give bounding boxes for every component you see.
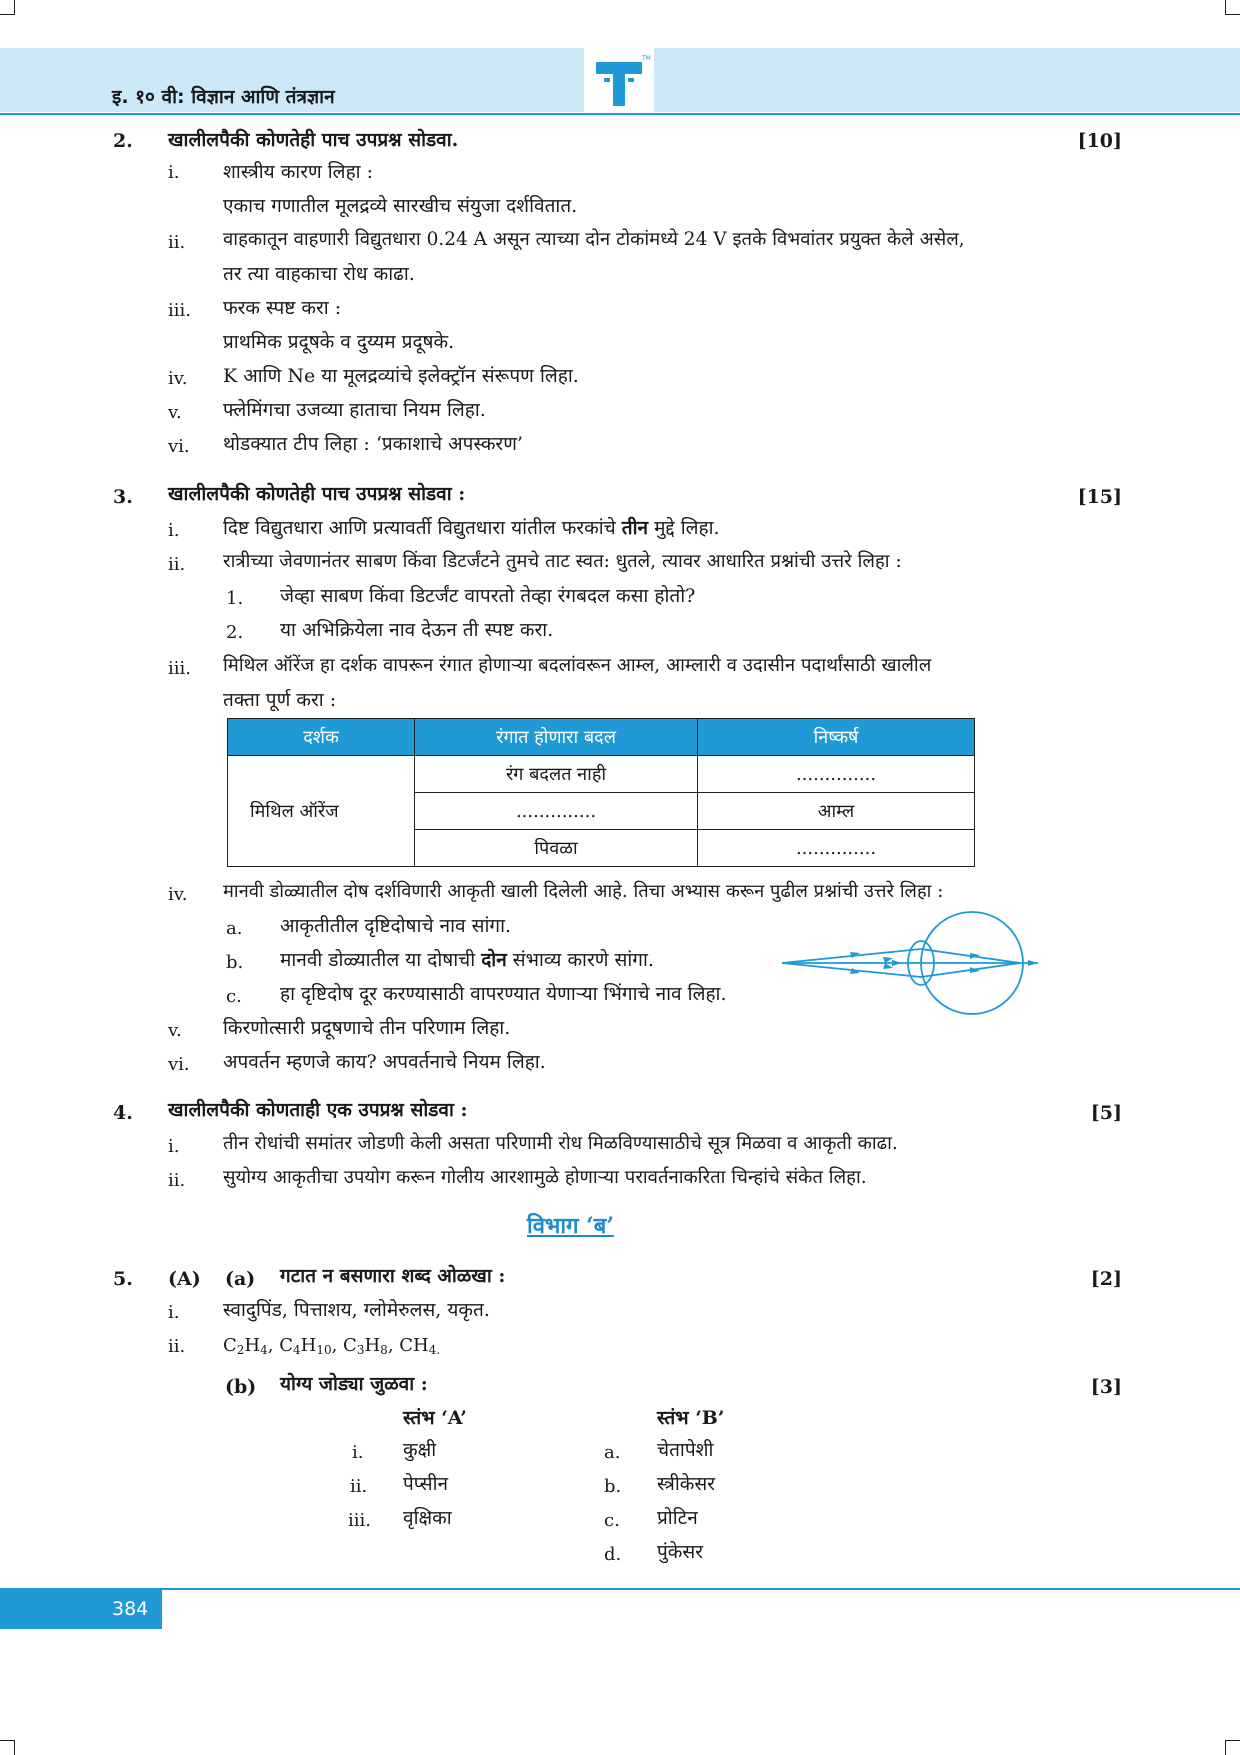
section-heading: विभाग ‘ब’ (527, 1213, 615, 1239)
item-text: फरक स्पष्ट करा : (223, 297, 342, 319)
header-rule (0, 113, 1240, 115)
item-number: vi. (168, 436, 190, 457)
column-a-heading: स्तंभ ‘A’ (403, 1407, 467, 1429)
match-item-b: प्रोटिन (657, 1507, 698, 1529)
table-cell: आम्ल (698, 793, 975, 830)
crop-mark (1225, 1740, 1240, 1755)
match-item-a: कुक्षी (403, 1439, 437, 1461)
emphasis: तीन (621, 517, 649, 539)
item-text: थोडक्यात टीप लिहा : ‘प्रकाशाचे अपस्करण’ (223, 433, 523, 455)
sub-part-label: (a) (225, 1268, 256, 1290)
question-title: खालीलपैकी कोणतेही पाच उपप्रश्न सोडवा : (168, 483, 466, 505)
column-b-heading: स्तंभ ‘B’ (657, 1407, 725, 1429)
item-text: तीन रोधांची समांतर जोडणी केली असता परिणामी रोध मिळविण्यासाठीचे सूत्र मिळवा व आकृती काढा. (223, 1133, 898, 1154)
question-number: 5. (113, 1268, 133, 1290)
item-text: प्राथमिक प्रदूषके व दुय्यम प्रदूषके. (223, 331, 455, 353)
item-text: सुयोग्य आकृतीचा उपयोग करून गोलीय आरशामुळे होणाऱ्या परावर्तनाकरिता चिन्हांचे संकेत लिहा. (223, 1167, 867, 1188)
match-number: iii. (348, 1510, 371, 1531)
text-part: मुद्दे लिहा. (648, 517, 720, 539)
indicator-table (227, 718, 975, 867)
crop-mark (0, 0, 15, 15)
match-letter: a. (604, 1442, 621, 1463)
table-cell: .............. (415, 793, 698, 830)
svg-text:TM: TM (642, 55, 651, 62)
item-text: वाहकातून वाहणारी विद्युतधारा 0.24 A असून त्याच्या दोन टोकांमध्ये 24 V इतके विभवांतर प्रयुक्त केले असेल, (223, 229, 965, 250)
item-text: रात्रीच्या जेवणानंतर साबण किंवा डिटर्जंटने तुमचे ताट स्वत: धुतले, त्यावर आधारित प्रश्नांची उत्तरे लिहा : (223, 551, 902, 572)
item-number: iv. (168, 368, 188, 389)
sub-item-text: हा दृष्टिदोष दूर करण्यासाठी वापरण्यात येणाऱ्या भिंगाचे नाव लिहा. (280, 983, 727, 1005)
item-number: v. (168, 402, 182, 423)
item-text: शास्त्रीय कारण लिहा : (223, 161, 374, 183)
eye-defect-diagram (780, 905, 1040, 1021)
item-number: v. (168, 1020, 182, 1041)
chemical-formulas: $C_2H_4$, $C_4H_{10}$, $C_3H_8$, $CH_{4.}$ (223, 1335, 441, 1357)
question-marks: [2] (1090, 1268, 1122, 1290)
sub-item-text: या अभिक्रियेला नाव देऊन ती स्पष्ट करा. (280, 619, 554, 641)
match-number: i. (352, 1442, 364, 1463)
sub-item-text: आकृतीतील दृष्टिदोषाचे नाव सांगा. (280, 915, 512, 937)
item-text: मानवी डोळ्यातील दोष दर्शविणारी आकृती खाली दिलेली आहे. तिचा अभ्यास करून पुढील प्रश्नांची उत्तरे लिहा : (223, 881, 944, 902)
match-item-a: पेप्सीन (403, 1473, 449, 1495)
match-item-b: पुंकेसर (657, 1541, 703, 1563)
question-number: 3. (113, 486, 133, 508)
question-marks: [10] (1077, 130, 1122, 152)
match-item-a: वृक्षिका (403, 1507, 452, 1529)
match-item-b: स्त्रीकेसर (657, 1473, 716, 1495)
item-number: iv. (168, 884, 188, 905)
sub-item-number: 2. (226, 622, 244, 643)
table-cell: पिवळा (415, 830, 698, 867)
table-row (228, 756, 975, 793)
crop-mark (1225, 0, 1240, 15)
sub-part-label: (b) (225, 1376, 257, 1398)
item-number: i. (168, 1302, 180, 1323)
text-part: दिष्ट विद्युतधारा आणि प्रत्यावर्ती विद्युतधारा यांतील फरकांचे (223, 517, 622, 539)
sub-item-text: जेव्हा साबण किंवा डिटर्जंट वापरतो तेव्हा रंगबदल कसा होतो? (280, 585, 696, 607)
item-text: एकाच गणातील मूलद्रव्ये सारखीच संयुजा दर्शवितात. (223, 195, 578, 217)
text-part: संभाव्य कारणे सांगा. (506, 949, 654, 971)
item-text: मिथिल ऑरेंज हा दर्शक वापरून रंगात होणाऱ्या बदलांवरून आम्ल, आम्लारी व उदासीन पदार्थांसाठी खालील (223, 655, 932, 676)
table-header: निष्कर्ष (698, 719, 975, 756)
item-number: iii. (168, 300, 191, 321)
logo-icon (584, 48, 654, 112)
text-part: मानवी डोळ्यातील या दोषाची (280, 949, 482, 971)
item-text (223, 516, 720, 540)
match-letter: c. (604, 1510, 620, 1531)
footer-rule (0, 1588, 1240, 1590)
question-number: 4. (113, 1102, 133, 1124)
item-text: तर त्या वाहकाचा रोध काढा. (223, 263, 415, 285)
item-number: iii. (168, 658, 191, 679)
header-title: इ. १० वी: विज्ञान आणि तंत्रज्ञान (112, 86, 335, 108)
item-text: किरणोत्सारी प्रदूषणाचे तीन परिणाम लिहा. (223, 1017, 511, 1039)
sub-item-number: a. (226, 918, 243, 939)
question-title: खालीलपैकी कोणतेही पाच उपप्रश्न सोडवा. (168, 129, 459, 151)
table-cell: रंग बदलत नाही (415, 756, 698, 793)
table-header: दर्शक (228, 719, 415, 756)
question-marks: [5] (1090, 1102, 1122, 1124)
item-text: K आणि Ne या मूलद्रव्यांचे इलेक्ट्रॉन संरूपण लिहा. (223, 365, 579, 387)
table-cell: .............. (698, 830, 975, 867)
match-number: ii. (350, 1476, 368, 1497)
page-number-box (0, 1589, 162, 1629)
table-header: रंगात होणारा बदल (415, 719, 698, 756)
item-number: ii. (168, 1336, 186, 1357)
item-number: ii. (168, 1170, 186, 1191)
sub-item-text (280, 948, 654, 972)
question-title: खालीलपैकी कोणताही एक उपप्रश्न सोडवा : (168, 1099, 468, 1121)
match-letter: b. (604, 1476, 622, 1497)
item-number: ii. (168, 232, 186, 253)
question-marks: [15] (1077, 486, 1122, 508)
table-cell: मिथिल ऑरेंज (228, 756, 415, 867)
item-text: तक्ता पूर्ण करा : (223, 689, 337, 711)
match-item-b: चेतापेशी (657, 1439, 714, 1461)
publisher-logo (584, 48, 654, 112)
table-cell: .............. (698, 756, 975, 793)
question-title: योग्य जोड्या जुळवा : (280, 1373, 428, 1395)
item-text: फ्लेमिंगचा उजव्या हाताचा नियम लिहा. (223, 399, 486, 421)
table-header-row (228, 719, 975, 756)
sub-item-number: 1. (226, 588, 244, 609)
question-number: 2. (113, 130, 133, 152)
question-title: गटात न बसणारा शब्द ओळखा : (280, 1265, 506, 1287)
question-marks: [3] (1090, 1376, 1122, 1398)
item-number: vi. (168, 1054, 190, 1075)
page-number: 384 (112, 1598, 149, 1620)
item-number: ii. (168, 554, 186, 575)
crop-mark (0, 1740, 15, 1755)
emphasis: दोन (481, 949, 507, 971)
item-number: i. (168, 162, 180, 183)
item-text: स्वादुपिंड, पित्ताशय, ग्लोमेरुलस, यकृत. (223, 1299, 490, 1321)
item-number: i. (168, 520, 180, 541)
item-text: अपवर्तन म्हणजे काय? अपवर्तनाचे नियम लिहा. (223, 1051, 546, 1073)
part-label: (A) (168, 1268, 201, 1290)
item-number: i. (168, 1136, 180, 1157)
sub-item-number: c. (226, 986, 242, 1007)
sub-item-number: b. (226, 952, 244, 973)
match-letter: d. (604, 1544, 622, 1565)
